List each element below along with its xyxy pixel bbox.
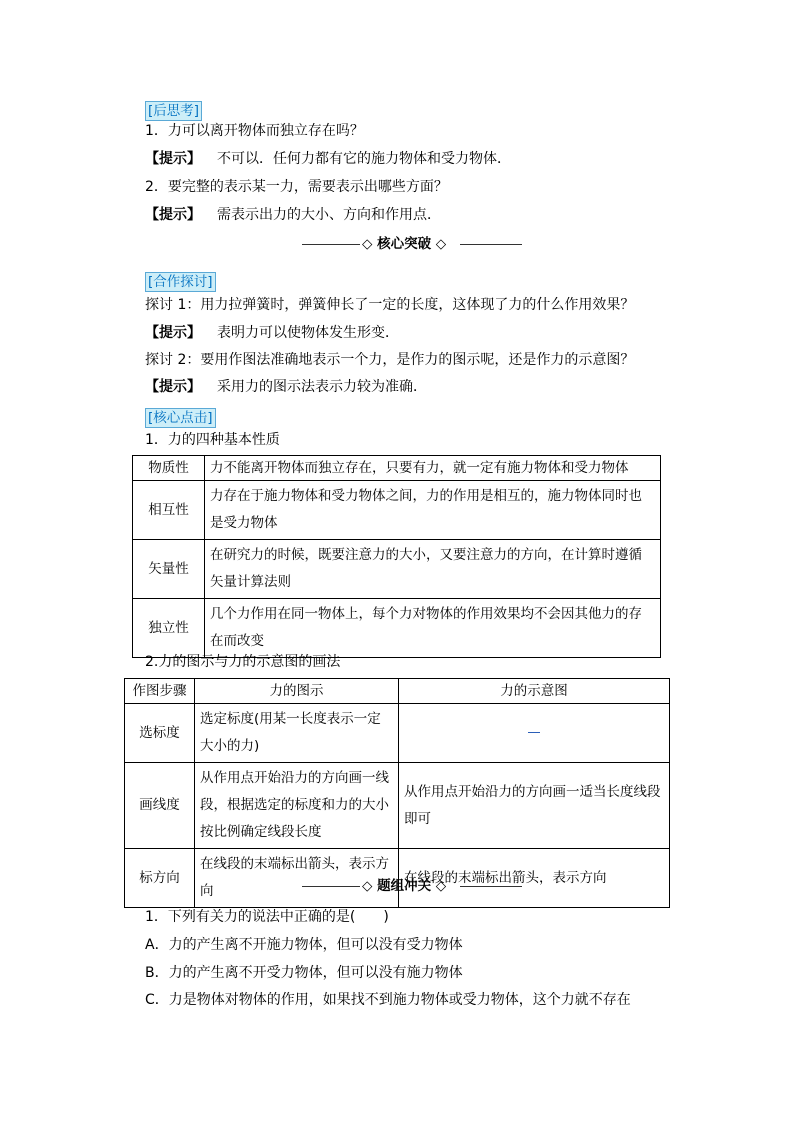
diagram-method: 在线段的末端标出箭头，表示方向 [195, 849, 399, 908]
subtitle-four-properties: 1．力的四种基本性质 [145, 432, 280, 448]
dash-mark [528, 732, 540, 733]
question-1: 1．力可以离开物体而独立存在吗？ [145, 123, 364, 139]
force-properties-table [132, 455, 661, 658]
hint-4 [145, 377, 427, 397]
divider-problem-set [302, 876, 522, 896]
hint-1 [145, 149, 511, 169]
divider-rule-left [302, 244, 360, 245]
hint-label: 【提示】 [145, 207, 201, 223]
table-row [133, 481, 661, 540]
property-desc: 在研究力的时候，既要注意力的大小，又要注意力的方向，在计算时遵循矢量计算法则 [205, 540, 661, 599]
quiz-option-b: B．力的产生离不开受力物体，但可以没有施力物体 [145, 965, 463, 981]
property-name: 矢量性 [133, 540, 205, 599]
subtitle-drawing-methods: 2.力的图示与力的示意图的画法 [145, 654, 341, 670]
property-desc: 力不能离开物体而独立存在，只要有力，就一定有施力物体和受力物体 [205, 456, 661, 481]
header-diagram: 力的图示 [195, 679, 399, 704]
table-row [133, 599, 661, 658]
drawing-methods-table [124, 678, 670, 908]
property-desc: 几个力作用在同一物体上，每个力对物体的作用效果均不会因其他力的存在而改变 [205, 599, 661, 658]
sketch-method-empty [399, 704, 670, 763]
property-name: 物质性 [133, 456, 205, 481]
table-header-row [125, 679, 670, 704]
step-name: 画线度 [125, 763, 195, 849]
header-step: 作图步骤 [125, 679, 195, 704]
question-2: 2．要完整的表示某一力，需要表示出哪些方面？ [145, 179, 448, 195]
sketch-method: 在线段的末端标出箭头，表示方向 [399, 849, 670, 908]
diagram-method: 选定标度(用某一长度表示一定大小的力) [195, 704, 399, 763]
header-sketch: 力的示意图 [399, 679, 670, 704]
quiz-question: 1．下列有关力的说法中正确的是( ) [145, 909, 389, 925]
diagram-method: 从作用点开始沿力的方向画一线段，根据选定的标度和力的大小按比例确定线段长度 [195, 763, 399, 849]
divider-core-breakthrough [302, 234, 522, 254]
step-name: 标方向 [125, 849, 195, 908]
hint-text: 表明力可以使物体发生形变． [217, 325, 399, 341]
divider-title: ◇ 核心突破 ◇ [362, 236, 447, 252]
section-tag-post-think: [后思考] [145, 101, 202, 121]
divider-rule-right [460, 886, 522, 887]
hint-3 [145, 323, 399, 343]
table-row [125, 704, 670, 763]
property-name: 相互性 [133, 481, 205, 540]
hint-label: 【提示】 [145, 325, 201, 341]
table-row [133, 540, 661, 599]
section-tag-core-points: [核心点击] [145, 408, 216, 428]
hint-label: 【提示】 [145, 151, 201, 167]
sketch-method: 从作用点开始沿力的方向画一适当长度线段即可 [399, 763, 670, 849]
table-row [125, 763, 670, 849]
property-name: 独立性 [133, 599, 205, 658]
table-row [133, 456, 661, 481]
section-tag-cooperative-discussion: [合作探讨] [145, 272, 216, 292]
divider-rule-left [302, 886, 360, 887]
hint-text: 不可以．任何力都有它的施力物体和受力物体． [217, 151, 511, 167]
step-name: 选标度 [125, 704, 195, 763]
quiz-option-c: C．力是物体对物体的作用，如果找不到施力物体或受力物体，这个力就不存在 [145, 992, 631, 1008]
property-desc: 力存在于施力物体和受力物体之间，力的作用是相互的，施力物体同时也是受力物体 [205, 481, 661, 540]
discussion-2: 探讨 2：要用作图法准确地表示一个力，是作力的图示呢，还是作力的示意图？ [145, 352, 635, 368]
hint-label: 【提示】 [145, 379, 201, 395]
discussion-1: 探讨 1：用力拉弹簧时，弹簧伸长了一定的长度，这体现了力的什么作用效果？ [145, 297, 635, 313]
hint-text: 需表示出力的大小、方向和作用点． [217, 207, 441, 223]
quiz-option-a: A．力的产生离不开施力物体，但可以没有受力物体 [145, 937, 463, 953]
divider-rule-right [460, 244, 522, 245]
divider-title: ◇ 题组冲关 ◇ [362, 878, 447, 894]
hint-text: 采用力的图示法表示力较为准确． [217, 379, 427, 395]
hint-2 [145, 205, 441, 225]
